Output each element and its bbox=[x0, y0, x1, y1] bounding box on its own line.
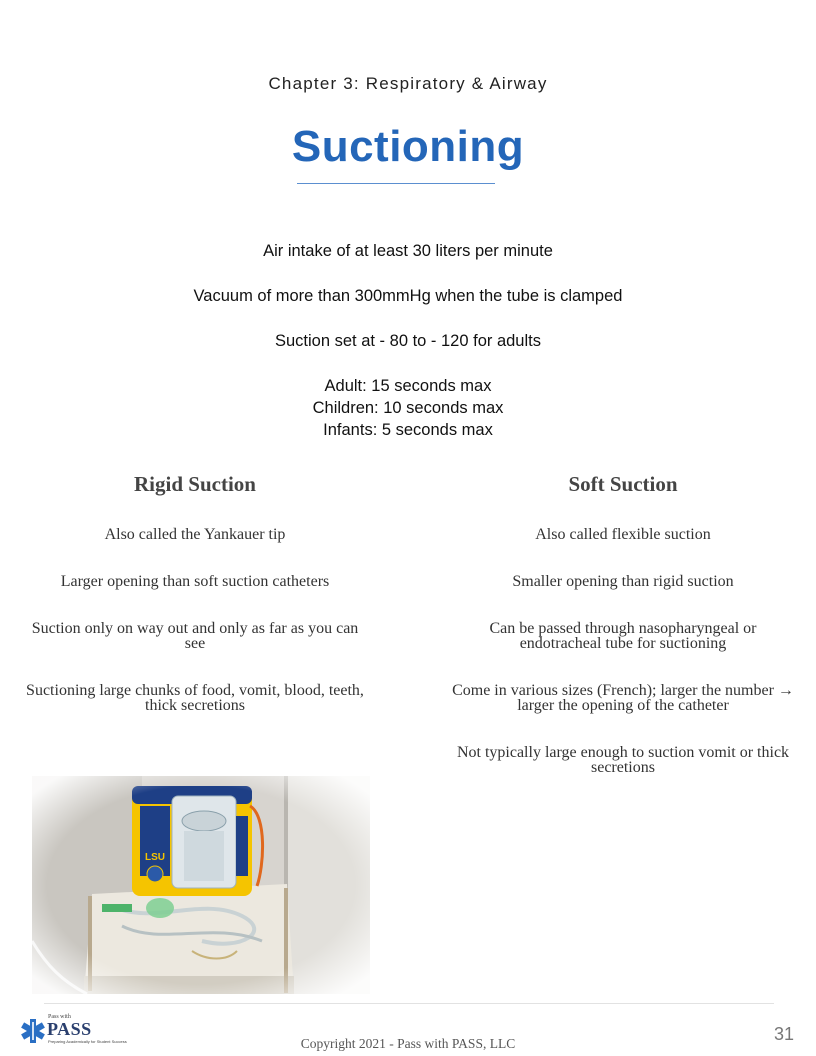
logo-small-text: Pass with bbox=[48, 1014, 71, 1020]
soft-suction-column bbox=[448, 472, 798, 807]
list-item: Come in various sizes (French); larger the number → larger the opening of the catheter bbox=[452, 682, 794, 714]
list-item: Larger opening than soft suction catheters bbox=[60, 573, 330, 590]
fact-vacuum: Vacuum of more than 300mmHg when the tube is clamped bbox=[193, 287, 623, 305]
rigid-suction-list bbox=[20, 527, 370, 713]
fact-adult-max: Adult: 15 seconds max bbox=[324, 377, 492, 395]
list-item: Suction only on way out and only as far as you can see bbox=[31, 620, 359, 652]
list-item: Smaller opening than rigid suction bbox=[512, 573, 734, 590]
soft-suction-heading: Soft Suction bbox=[568, 472, 678, 496]
list-item: Can be passed through nasopharyngeal or endotracheal tube for suctioning bbox=[489, 620, 757, 652]
fact-suction-setting: Suction set at - 80 to - 120 for adults bbox=[275, 332, 541, 350]
soft-suction-list bbox=[448, 527, 798, 775]
title-underline bbox=[297, 183, 495, 184]
list-item: Suctioning large chunks of food, vomit, blood, teeth, thick secretions bbox=[26, 682, 364, 714]
list-item: Also called flexible suction bbox=[535, 526, 711, 543]
rigid-suction-column bbox=[20, 472, 370, 745]
logo-tagline: Preparing Academically for Student Success bbox=[48, 1039, 127, 1044]
suction-unit-photo bbox=[32, 776, 370, 994]
chapter-label: Chapter 3: Respiratory & Airway bbox=[268, 74, 548, 93]
list-item: Not typically large enough to suction vomit or thick secretions bbox=[456, 744, 790, 776]
fact-air-intake: Air intake of at least 30 liters per minute bbox=[263, 242, 553, 260]
page-number: 31 bbox=[773, 1024, 794, 1044]
fact-infants-max: Infants: 5 seconds max bbox=[323, 421, 493, 439]
suction-facts bbox=[0, 240, 816, 441]
footer-divider bbox=[44, 1003, 774, 1004]
logo-name: PASS bbox=[47, 1019, 92, 1039]
fact-children-max: Children: 10 seconds max bbox=[312, 399, 504, 417]
page-title: Suctioning bbox=[291, 122, 525, 171]
copyright-notice: Copyright 2021 - Pass with PASS, LLC bbox=[300, 1036, 516, 1051]
rigid-suction-heading: Rigid Suction bbox=[134, 472, 256, 496]
list-item: Also called the Yankauer tip bbox=[104, 526, 286, 543]
